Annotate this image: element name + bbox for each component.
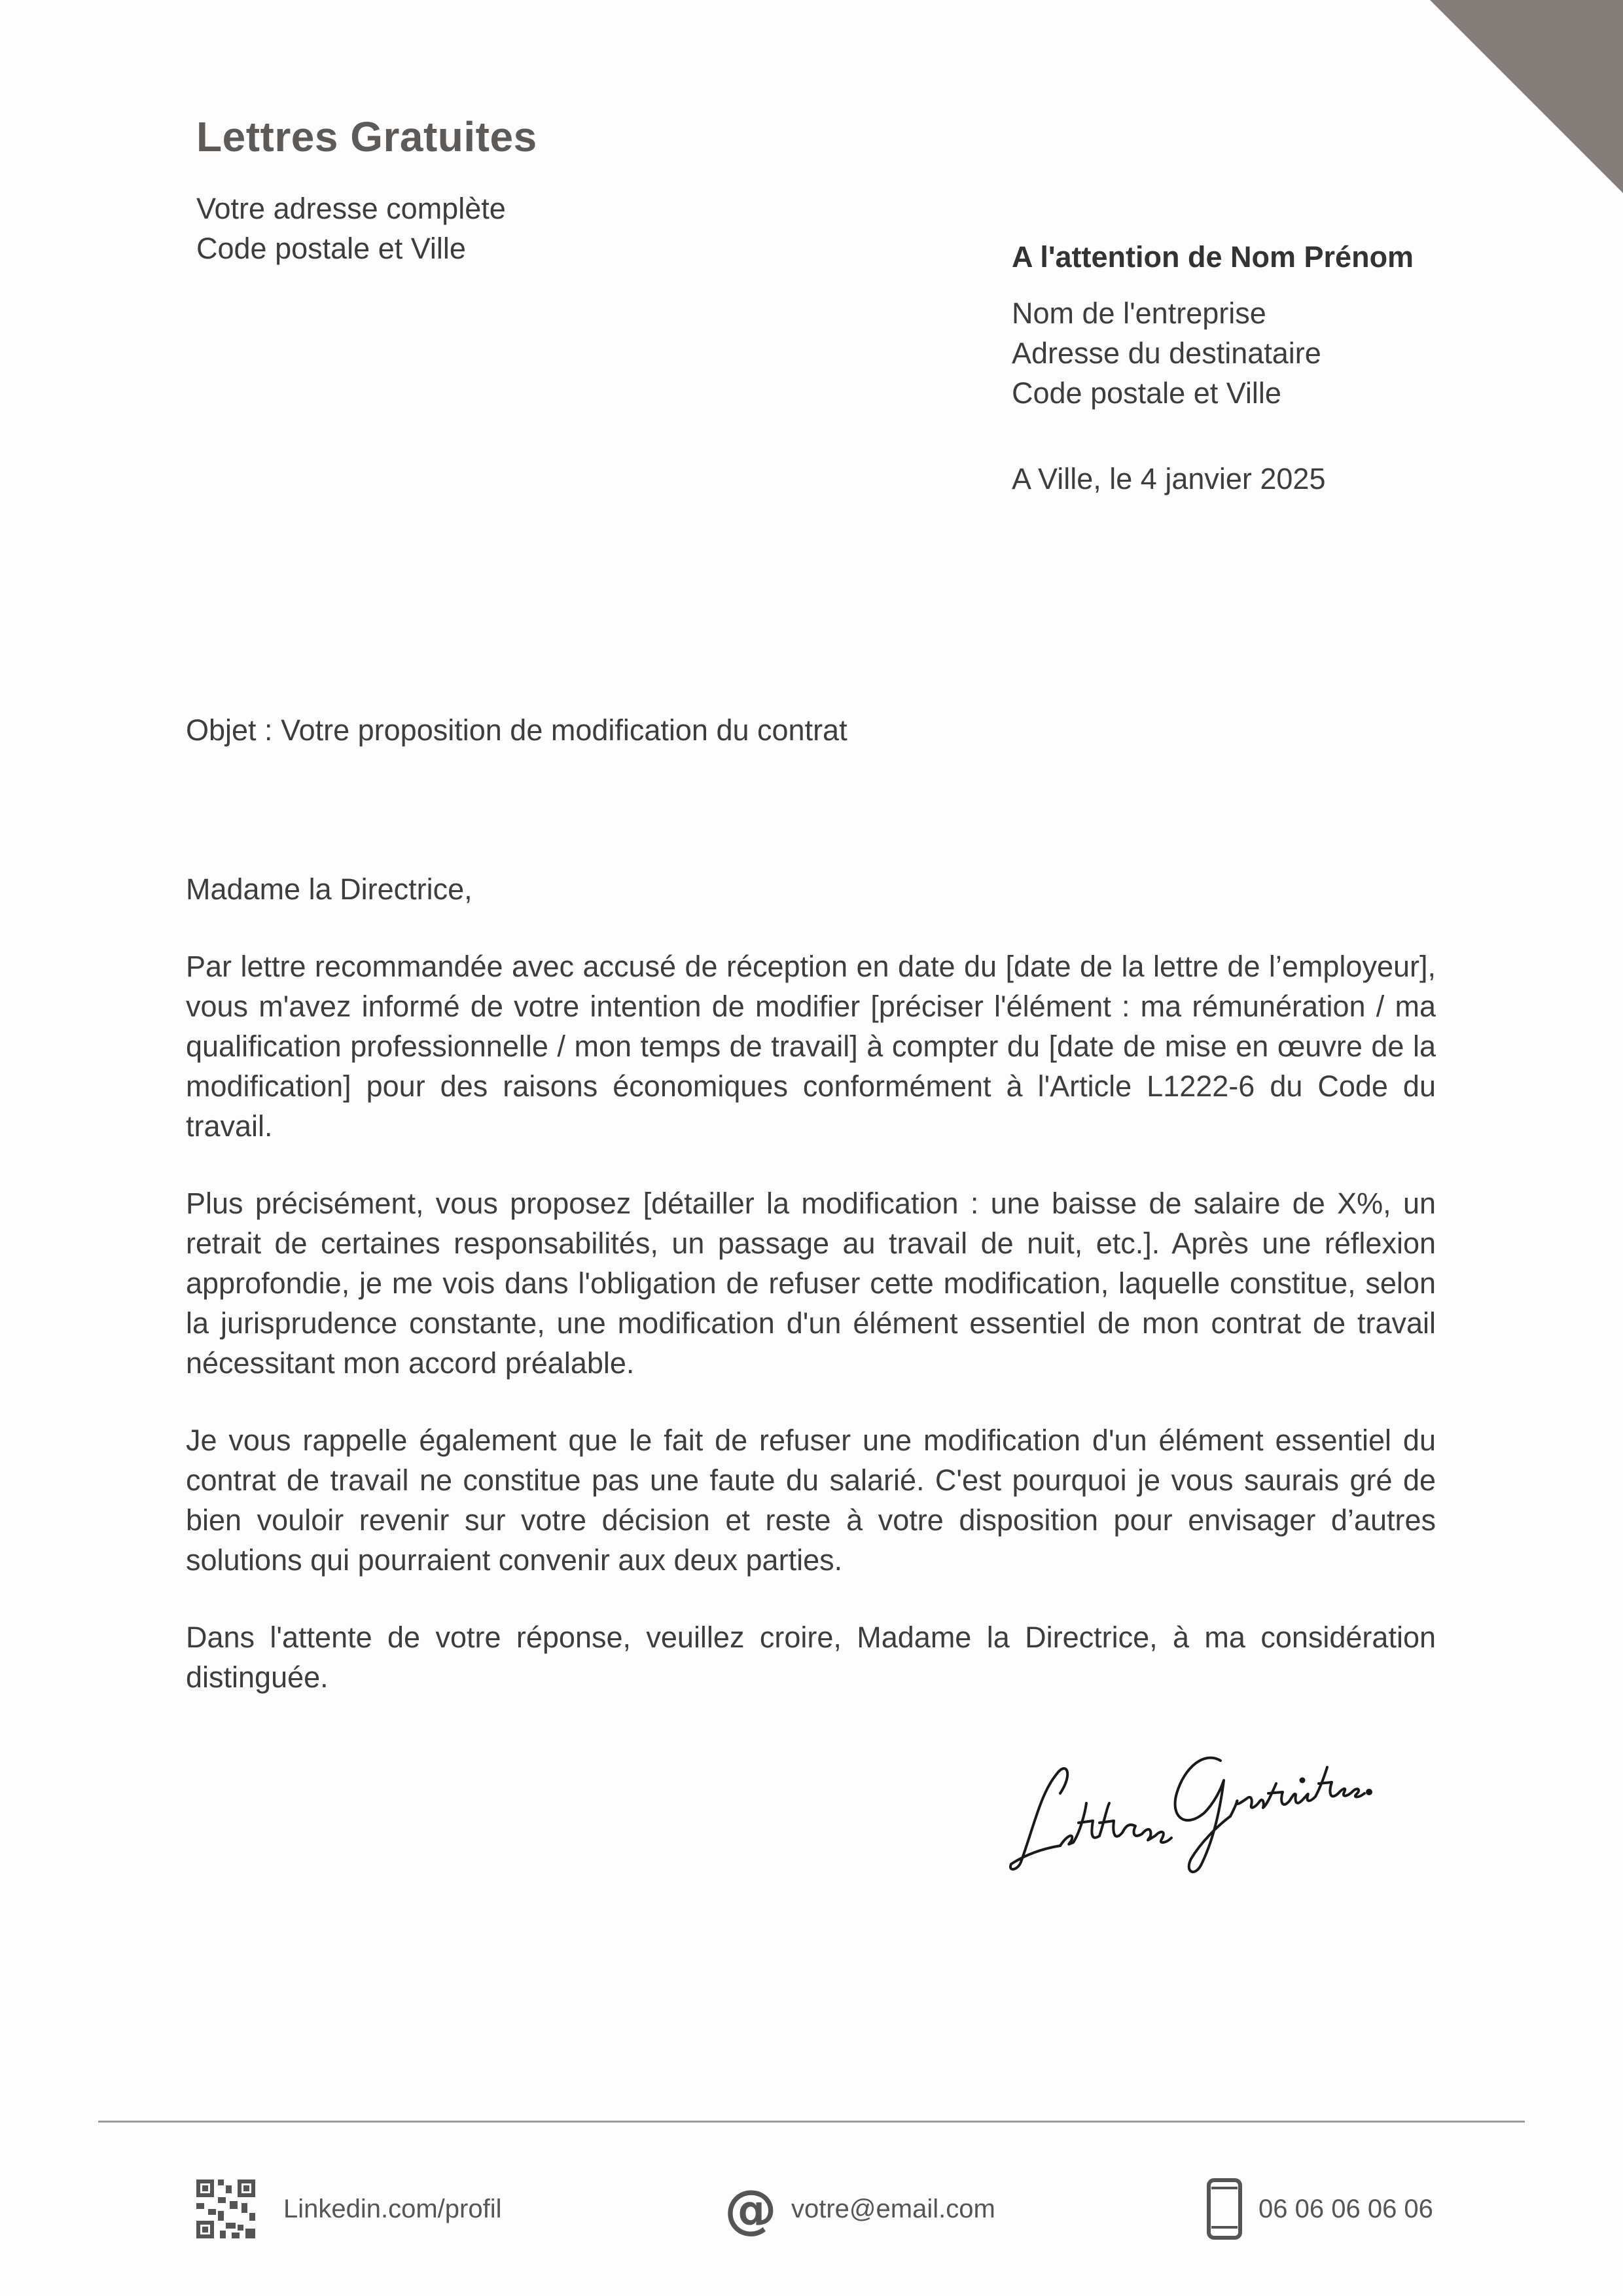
letter-date: A Ville, le 4 janvier 2025 xyxy=(1012,462,1326,495)
paragraph-2: Plus précisément, vous proposez [détailler la modification : une baisse de salaire de X%, un retrait de certaines responsabilités, un passage au travail de nuit, etc.]. Après une réflexion approfondie, je me vois dans l'obligation de refuser cette modification, laquelle constitue, selon la jurisprudence constante, une modification d'un élément essentiel de mon contrat de travail nécessitant mon accord préalable. xyxy=(186,1187,1436,1380)
at-sign-icon xyxy=(724,2178,777,2240)
sender-name: Lettres Gratuites xyxy=(196,113,537,160)
corner-decoration xyxy=(1430,0,1623,193)
handwritten-signature xyxy=(995,1715,1374,1878)
qr-code-icon xyxy=(194,2178,257,2240)
footer-linkedin[interactable] xyxy=(194,2176,502,2242)
footer-phone[interactable] xyxy=(1206,2176,1433,2242)
recipient-address: Adresse du destinataire xyxy=(1012,336,1321,370)
sender-address-line2: Code postale et Ville xyxy=(196,232,466,265)
paragraph-3: Je vous rappelle également que le fait de refuser une modification d'un élément essentiel du contrat de travail ne constitue pas une faute du salarié. C'est pourquoi je vous saurais gré de bien vouloir revenir sur votre décision et reste à votre disposition pour envisager d’autres solutions qui pourraient convenir aux deux parties. xyxy=(186,1424,1436,1577)
email-text[interactable]: votre@email.com xyxy=(791,2194,995,2223)
recipient-block xyxy=(1012,237,1414,499)
footer-divider xyxy=(98,2121,1525,2123)
phone-icon xyxy=(1206,2178,1243,2240)
phone-text[interactable]: 06 06 06 06 06 xyxy=(1258,2194,1433,2223)
letter-body xyxy=(186,869,1436,1734)
recipient-attention: A l'attention de Nom Prénom xyxy=(1012,240,1414,274)
paragraph-1: Par lettre recommandée avec accusé de réception en date du [date de la lettre de l’employeur], vous m'avez informé de votre intention de modifier [préciser l'élément : ma rémunération / ma qualification professionnelle / mon temps de travail] à compter du [date de mise en œuvre de la modification] pour des raisons économiques conformément à l'Article L1222-6 du Code du travail. xyxy=(186,950,1436,1143)
linkedin-text[interactable]: Linkedin.com/profil xyxy=(283,2194,502,2223)
svg-text:@: @ xyxy=(724,2179,777,2240)
recipient-company: Nom de l'entreprise xyxy=(1012,296,1266,330)
paragraph-4: Dans l'attente de votre réponse, veuillez croire, Madame la Directrice, à ma considération distinguée. xyxy=(186,1621,1436,1694)
salutation: Madame la Directrice, xyxy=(186,872,473,906)
footer-email[interactable] xyxy=(724,2176,995,2242)
recipient-city: Code postale et Ville xyxy=(1012,376,1281,410)
letter-subject: Objet : Votre proposition de modification du contrat xyxy=(186,713,847,747)
sender-address xyxy=(196,188,506,268)
sender-address-line1: Votre adresse complète xyxy=(196,192,506,225)
